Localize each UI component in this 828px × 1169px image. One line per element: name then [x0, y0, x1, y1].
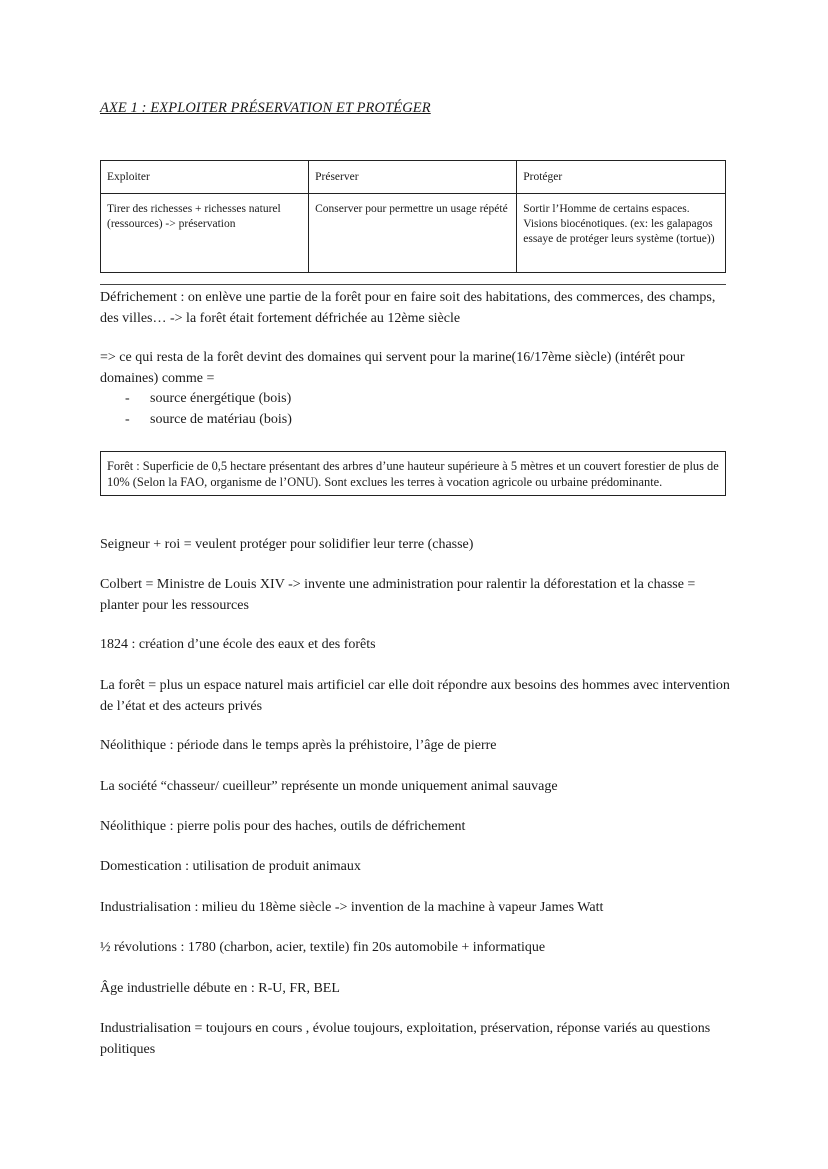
paragraph: Néolithique : période dans le temps après la préhistoire, l’âge de pierre	[100, 738, 497, 753]
paragraph: Industrialisation = toujours en cours , évolue toujours, exploitation, préservation, réponse variés au questions politiques	[100, 1021, 711, 1057]
list-item-text: source énergétique (bois)	[150, 391, 292, 406]
paragraph-domaines: => ce qui resta de la forêt devint des domaines qui servent pour la marine(16/17ème siècle) (intérêt pour domaines) comme =	[100, 350, 685, 386]
paragraph: La forêt = plus un espace naturel mais artificiel car elle doit répondre aux besoins des hommes avec intervention de l’état et des acteurs privés	[100, 678, 730, 714]
paragraph: La société “chasseur/ cueilleur” représente un monde uniquement animal sauvage	[100, 779, 558, 794]
list-item-text: source de matériau (bois)	[150, 411, 292, 427]
table-cell-exploiter: Tirer des richesses + richesses naturel (ressources) -> préservation	[101, 194, 309, 273]
table-cell-proteger: Sortir l’Homme de certains espaces. Visions biocénotiques. (ex: les galapagos essaye de protéger leurs système (tortue))	[517, 194, 726, 273]
paragraph: 1824 : création d’une école des eaux et des forêts	[100, 637, 376, 652]
paragraph: Néolithique : pierre polis pour des haches, outils de défrichement	[100, 819, 466, 834]
definition-box-foret: Forêt : Superficie de 0,5 hectare présentant des arbres d’une hauteur supérieure à 5 mètres et un couvert forestier de plus de 10% (Selon la FAO, organisme de l’ONU). Sont exclues les terres à vocation agricole ou urbaine prédominante.	[100, 451, 726, 496]
page-title: AXE 1 : EXPLOITER PRÉSERVATION ET PROTÉGER	[100, 100, 431, 116]
resource-list	[100, 389, 292, 430]
table-cell-preserver: Conserver pour permettre un usage répété	[309, 194, 517, 273]
paragraph: Colbert = Ministre de Louis XIV -> invente une administration pour ralentir la déforestation et la chasse = planter pour les ressources	[100, 577, 696, 613]
paragraph: Seigneur + roi = veulent protéger pour solidifier leur terre (chasse)	[100, 537, 474, 552]
list-item	[100, 389, 292, 410]
horizontal-divider	[100, 284, 726, 285]
paragraph: Domestication : utilisation de produit animaux	[100, 859, 361, 874]
table-header-exploiter: Exploiter	[101, 161, 309, 194]
axis-table	[100, 160, 726, 273]
table-header-preserver: Préserver	[309, 161, 517, 194]
paragraph: ½ révolutions : 1780 (charbon, acier, textile) fin 20s automobile + informatique	[100, 940, 546, 955]
list-bullet: -	[125, 391, 130, 406]
table-header-row	[101, 161, 726, 194]
table-header-proteger: Protéger	[517, 161, 726, 194]
paragraph: Âge industrielle débute en : R-U, FR, BEL	[100, 981, 340, 996]
list-item	[100, 410, 292, 431]
table-row	[101, 194, 726, 273]
list-bullet: -	[125, 411, 130, 427]
paragraph-defrichement: Défrichement : on enlève une partie de la forêt pour en faire soit des habitations, des commerces, des champs, des villes… -> la forêt était fortement défrichée au 12ème siècle	[100, 290, 716, 326]
paragraph: Industrialisation : milieu du 18ème siècle -> invention de la machine à vapeur James Watt	[100, 900, 604, 915]
